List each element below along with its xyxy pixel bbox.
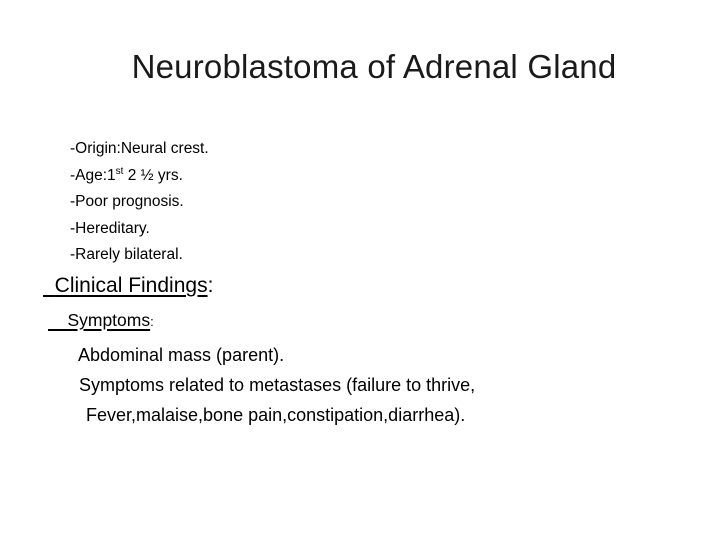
fact-age-suffix: 2 ½ yrs. — [123, 166, 183, 184]
symptoms-label: Symptoms — [67, 310, 151, 330]
symptom-item: Symptoms related to metastases (failure to thrive, — [79, 375, 476, 395]
slide-title: Neuroblastoma of Adrenal Gland — [131, 48, 617, 85]
clinical-findings-colon: : — [207, 274, 214, 297]
symptoms-heading — [48, 310, 154, 331]
fact-hereditary: -Hereditary. — [70, 219, 150, 237]
clinical-findings-heading — [43, 274, 213, 298]
symptoms-list — [0, 340, 475, 430]
fact-prognosis: -Poor prognosis. — [70, 193, 184, 210]
fact-age-superscript: st — [115, 165, 124, 177]
fact-origin: -Origin:Neural crest. — [70, 140, 209, 157]
symptoms-colon: : — [150, 314, 154, 329]
fact-bilateral: -Rarely bilateral. — [70, 246, 183, 263]
symptom-item: Fever,malaise,bone pain,constipation,diarrhea). — [86, 405, 466, 425]
clinical-findings-label: Clinical Findings — [54, 274, 208, 297]
symptom-item: Abdominal mass (parent). — [78, 345, 285, 365]
facts-list — [70, 136, 209, 269]
fact-age-prefix: -Age:1 — [70, 166, 116, 184]
fact-age — [70, 163, 209, 190]
